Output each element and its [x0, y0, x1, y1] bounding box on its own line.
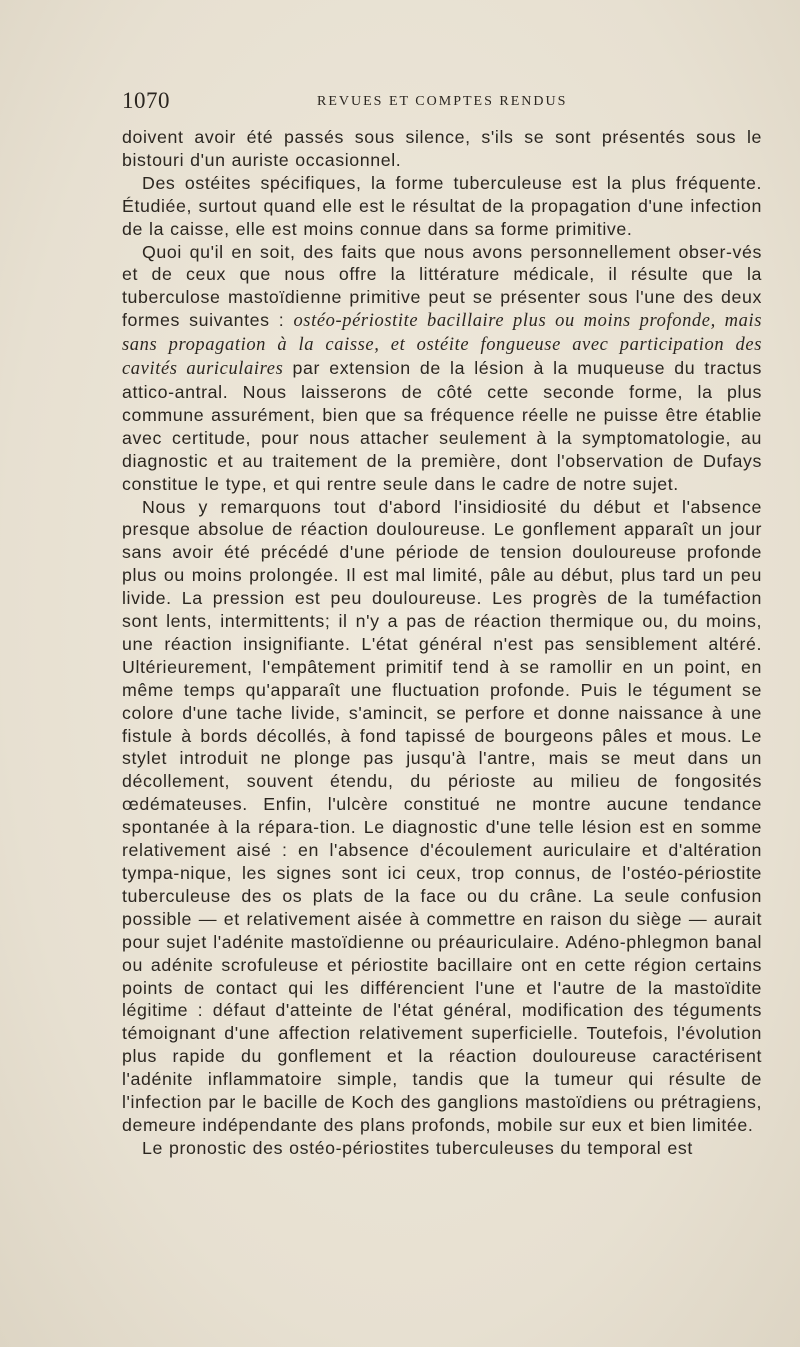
paragraph-1: doivent avoir été passés sous silence, s'ils se sont présentés sous le bistouri d'un auriste occasionnel. — [122, 127, 762, 170]
paragraph-3-italic: ostéo-périostite bacillaire plus ou moins profonde, mais sans propagation à la caisse, et ostéite fongueuse avec participation des cavités auriculaires — [122, 311, 763, 380]
paragraph-5: Le pronostic des ostéo-périostites tuberculeuses du temporal est — [142, 1137, 693, 1158]
page-number: 1070 — [122, 88, 170, 113]
page-header — [122, 88, 762, 118]
paragraph-3-tail: par extension de la lésion à la muqueuse du tractus attico-antral. Nous laisserons de côté cette seconde forme, la plus commune assurément, bien que sa fréquence réelle ne puisse être établie avec certitude, pour nous attacher seulement à la symptomatologie, au diagnostic et au traitement de la première, dont l'observation de Dufays constitue le type, et qui rentre seule dans le cadre de notre sujet. — [122, 358, 762, 494]
paragraph-2: Des ostéites spécifiques, la forme tuberculeuse est la plus fréquente. Étudiée, surtout quand elle est le résultat de la propagation d'une infection de la caisse, elle est moins connue dans sa forme primitive. — [122, 172, 762, 239]
paragraph-3 — [122, 241, 762, 496]
paragraph-4: Nous y remarquons tout d'abord l'insidiosité du début et l'absence presque absolue de réaction douloureuse. Le gonflement apparaît un jour sans avoir été précédé d'une période de tension douloureuse profonde plus ou moins prolongée. Il est mal limité, pâle au début, plus tard un peu livide. La pression est peu douloureuse. Les progrès de la tuméfaction sont lents, intermittents; il n'y a pas de réaction thermique ou, du moins, une réaction insignifiante. L'état général n'est pas sensiblement altéré. Ultérieurement, l'empâtement primitif tend à se ramollir en un point, en même temps qu'apparaît une fluctuation profonde. Puis le tégument se colore d'une tache livide, s'amincit, se perfore et donne naissance à une fistule à bords décollés, à fond tapissé de bourgeons pâles et mous. Le stylet introduit ne plonge pas jusqu'à l'antre, mais se meut dans un décollement, souvent étendu, du périoste au milieu de fongosités œdémateuses. Enfin, l'ulcère constitué ne montre aucune tendance spontanée à la répara-tion. Le diagnostic d'une telle lésion est en somme relativement aisé : en l'absence d'écoulement auriculaire et d'altération tympa-nique, les signes sont ici ceux, trop connus, de l'ostéo-périostite tuberculeuse des os plats de la face ou du crâne. La seule confusion possible — et relativement aisée à commettre en raison du siège — aurait pour sujet l'adénite mastoïdienne ou préauriculaire. Adéno-phlegmon banal ou adénite scrofuleuse et périostite bacillaire ont en cette région certains points de contact qui les différencient l'une et l'autre de la mastoïdite légitime : défaut d'atteinte de l'état général, modification des téguments témoignant d'une affection relativement superficielle. Toutefois, l'évolution plus rapide du gonflement et la réaction douloureuse caractérisent l'adénite inflammatoire simple, tandis que la tumeur qui résulte de l'infection par le bacille de Koch des ganglions mastoïdiens ou prétragiens, demeure indépendante des plans profonds, mobile sur eux et bien limitée. — [122, 496, 762, 1135]
running-title: REVUES ET COMPTES RENDUS — [317, 94, 568, 109]
paragraph-3-lead: Quoi qu'il en soit, des faits que nous avons personnellement obser-vés et de ceux que nous offre la littérature médicale, il résulte que la tuberculose mastoïdienne primitive peut se présenter sous l'une des deux formes suivantes : — [122, 241, 762, 331]
body-text — [122, 126, 762, 1160]
